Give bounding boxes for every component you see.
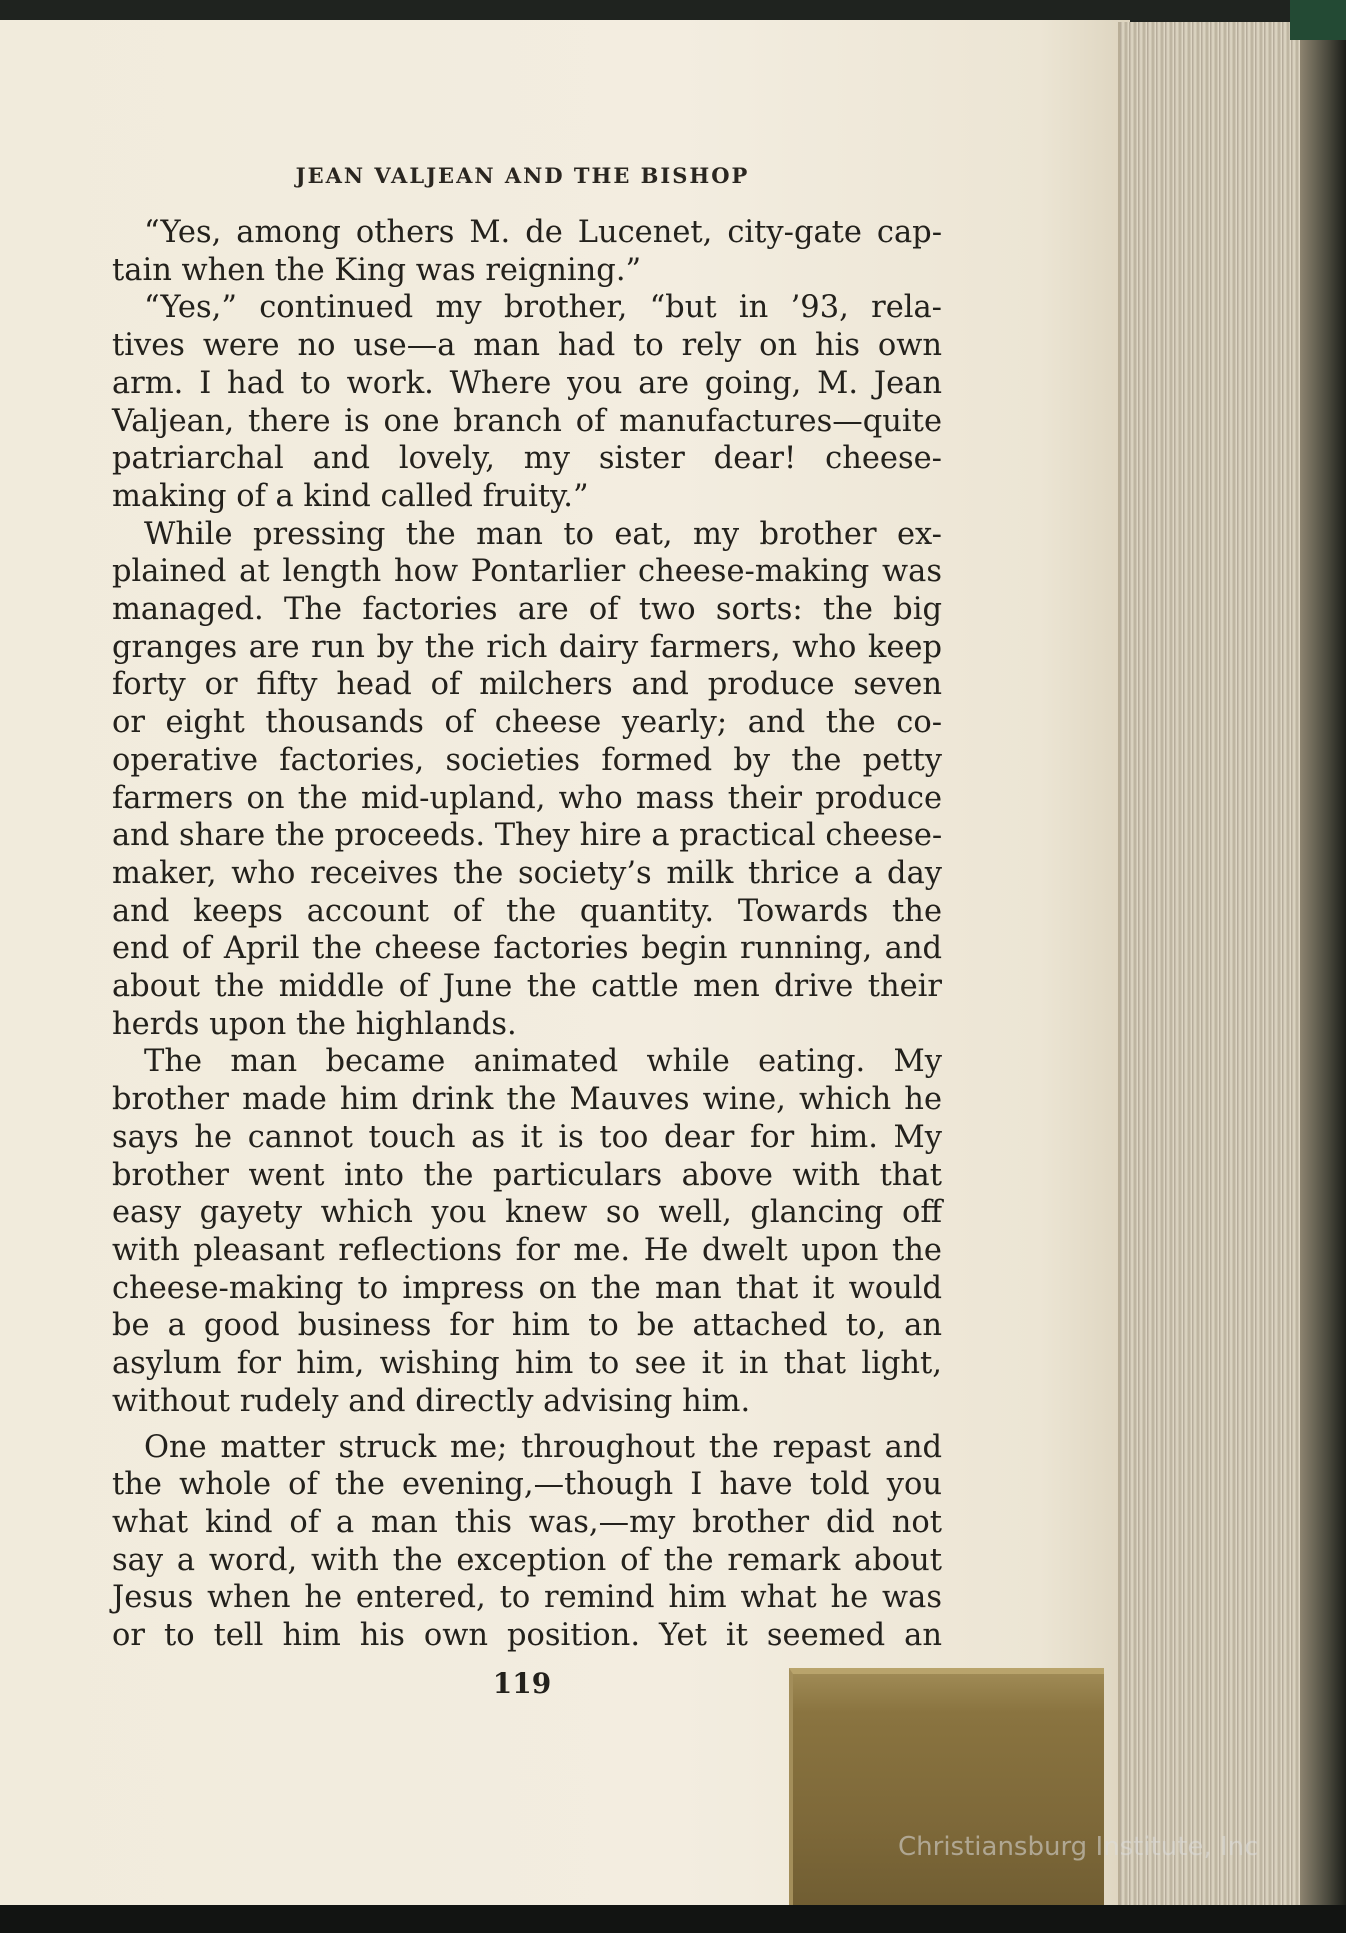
text-line: plained at length how Pontarlier cheese-making was bbox=[112, 554, 942, 590]
body-text bbox=[112, 214, 942, 1655]
text-line: the whole of the evening,—though I have told you bbox=[112, 1467, 942, 1503]
text-line: cheese-making to impress on the man that it would bbox=[112, 1270, 942, 1306]
text-line: “Yes,” continued my brother, “but in ’93, rela- bbox=[144, 290, 942, 326]
text-line: end of April the cheese factories begin running, and bbox=[112, 931, 942, 967]
bookmark bbox=[789, 1668, 1104, 1933]
book-edge-shadow bbox=[1300, 22, 1346, 1912]
text-line: and share the proceeds. They hire a practical cheese- bbox=[112, 818, 943, 854]
watermark: Christiansburg Institute, Inc bbox=[898, 1832, 1259, 1862]
text-line: about the middle of June the cattle men drive their bbox=[112, 969, 942, 1005]
paragraph bbox=[112, 289, 942, 515]
paragraph-gap bbox=[112, 1421, 942, 1429]
text-line: One matter struck me; throughout the repast and bbox=[144, 1429, 942, 1465]
paragraph bbox=[112, 1429, 942, 1655]
paragraph bbox=[112, 214, 942, 289]
text-line: easy gayety which you knew so well, glancing off bbox=[112, 1195, 942, 1231]
page-block-edge bbox=[1118, 22, 1330, 1912]
text-line: says he cannot touch as it is too dear for him. My bbox=[112, 1119, 942, 1155]
text-line: arm. I had to work. Where you are going, M. Jean bbox=[112, 365, 942, 401]
text-line: herds upon the highlands. bbox=[112, 1006, 517, 1042]
text-line: be a good business for him to be attached to, an bbox=[112, 1308, 942, 1344]
text-line: tain when the King was reigning.” bbox=[112, 252, 642, 288]
running-head: JEAN VALJEAN AND THE BISHOP bbox=[295, 163, 750, 188]
text-line: tives were no use—a man had to rely on his own bbox=[112, 328, 942, 364]
text-line: patriarchal and lovely, my sister dear! cheese- bbox=[112, 441, 942, 477]
text-line: forty or fifty head of milchers and produce seven bbox=[112, 667, 942, 703]
text-line: farmers on the mid-upland, who mass their produce bbox=[112, 780, 942, 816]
text-line: or to tell him his own position. Yet it seemed an bbox=[112, 1618, 942, 1654]
text-line: with pleasant reflections for me. He dwelt upon the bbox=[112, 1232, 942, 1268]
text-line: and keeps account of the quantity. Towards the bbox=[112, 893, 942, 929]
text-line: granges are run by the rich dairy farmers, who keep bbox=[112, 629, 942, 665]
text-line: making of a kind called fruity.” bbox=[112, 478, 589, 514]
text-line: without rudely and directly advising him. bbox=[112, 1383, 751, 1419]
text-line: managed. The factories are of two sorts: the big bbox=[112, 592, 942, 628]
text-line: While pressing the man to eat, my brother ex- bbox=[144, 516, 942, 552]
text-line: Jesus when he entered, to remind him what he was bbox=[112, 1580, 942, 1616]
paragraph bbox=[112, 1043, 942, 1420]
bottom-shadow bbox=[0, 1905, 1346, 1933]
page-number: 119 bbox=[492, 1667, 552, 1700]
book-cover-corner bbox=[1290, 0, 1346, 40]
text-line: Valjean, there is one branch of manufactures—quite bbox=[112, 403, 942, 439]
text-line: operative factories, societies formed by the petty bbox=[112, 742, 942, 778]
text-line: or eight thousands of cheese yearly; and the co- bbox=[112, 705, 942, 741]
text-line: The man became animated while eating. My bbox=[144, 1044, 942, 1080]
text-line: brother made him drink the Mauves wine, which he bbox=[112, 1082, 942, 1118]
text-line: brother went into the particulars above with that bbox=[112, 1157, 942, 1193]
text-line: asylum for him, wishing him to see it in that light, bbox=[112, 1346, 942, 1382]
text-line: maker, who receives the society’s milk thrice a day bbox=[112, 855, 942, 891]
paragraph bbox=[112, 516, 942, 1044]
text-line: say a word, with the exception of the remark about bbox=[112, 1542, 942, 1578]
text-line: what kind of a man this was,—my brother did not bbox=[112, 1504, 942, 1540]
text-line: “Yes, among others M. de Lucenet, city-gate cap- bbox=[144, 215, 942, 250]
